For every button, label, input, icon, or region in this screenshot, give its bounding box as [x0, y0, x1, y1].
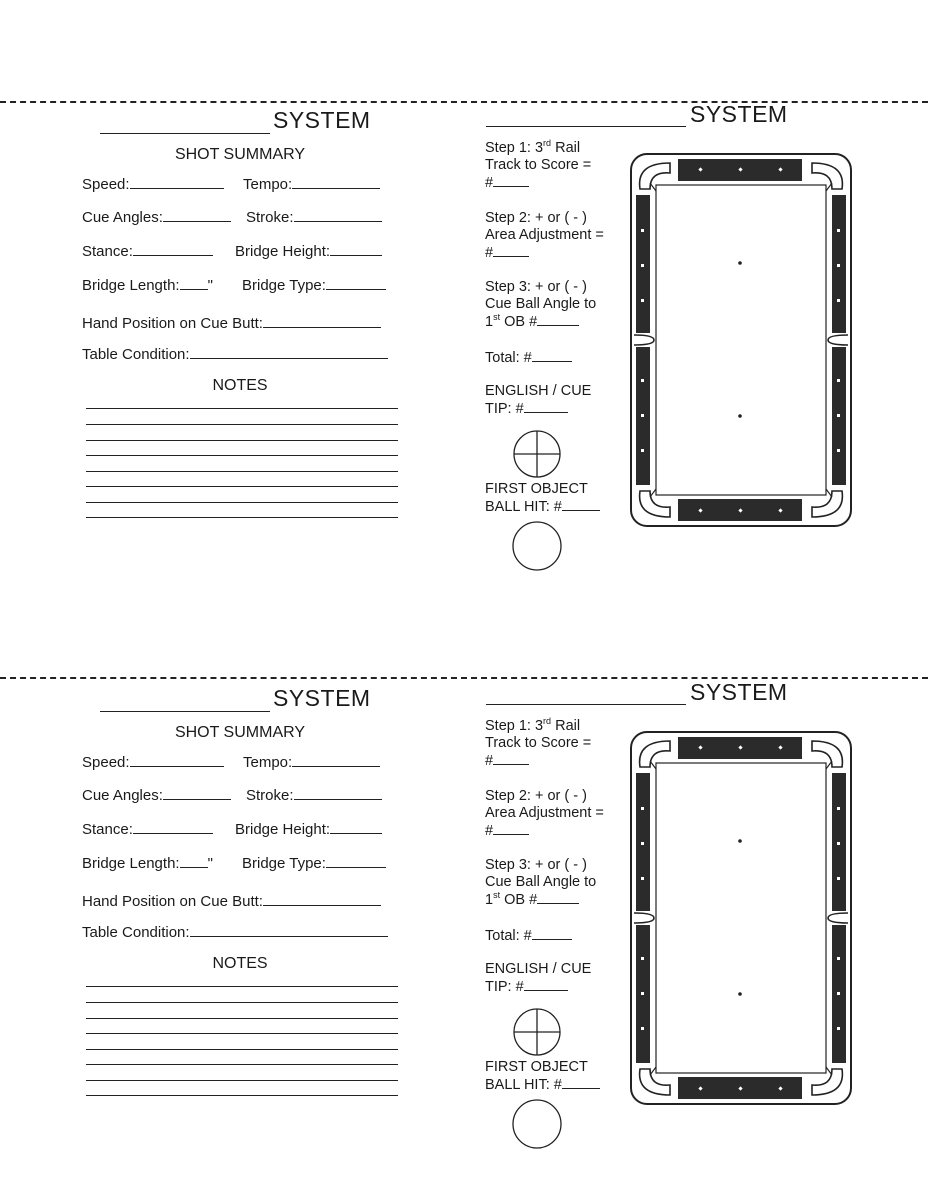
bridge-height-row: [235, 243, 382, 260]
step3-angle: Cue Ball Angle to: [485, 874, 597, 890]
step3-block: [485, 279, 625, 331]
step3-one: 1: [485, 314, 494, 330]
shot-summary-title: SHOT SUMMARY: [174, 724, 306, 741]
foot-spot: [738, 414, 742, 418]
diamond: [641, 299, 644, 302]
notes-line[interactable]: [86, 986, 398, 987]
step1-ordinal: rd: [543, 716, 552, 727]
diamond: [641, 414, 644, 417]
diamond: [641, 449, 644, 452]
left-system-title: SYSTEM: [273, 685, 371, 711]
notes-line[interactable]: [86, 1064, 398, 1065]
ball-hit-label: BALL HIT: #: [485, 499, 562, 515]
total-row: [485, 927, 572, 945]
bridge-length-field[interactable]: [180, 855, 208, 868]
inch-mark: ": [207, 277, 213, 294]
right-system-title: SYSTEM: [690, 101, 788, 127]
cue-angles-field[interactable]: [163, 787, 231, 800]
foot-spot: [738, 992, 742, 996]
ball-hit-field[interactable]: [562, 498, 600, 511]
bridge-height-label: Bridge Height:: [235, 243, 331, 260]
english-field[interactable]: [524, 978, 568, 991]
table-condition-field[interactable]: [190, 924, 388, 937]
english-label: ENGLISH / CUE: [485, 961, 592, 977]
speed-label: Speed:: [82, 176, 130, 193]
hand-position-field[interactable]: [263, 315, 381, 328]
tempo-row: [243, 754, 380, 771]
bridge-length-label: Bridge Length:: [82, 277, 180, 294]
tempo-row: [243, 176, 380, 193]
table-condition-row: [82, 924, 388, 941]
total-label: Total: #: [485, 928, 532, 944]
step3-label: Step 3: + or ( - ): [485, 857, 587, 873]
notes-line[interactable]: [86, 408, 398, 409]
english-field[interactable]: [524, 400, 568, 413]
notes-line[interactable]: [86, 486, 398, 487]
step2-field[interactable]: [493, 244, 529, 257]
bridge-length-row: [82, 855, 213, 872]
table-condition-label: Table Condition:: [82, 924, 190, 941]
step1-field[interactable]: [493, 752, 529, 765]
english-tip-label: TIP: #: [485, 401, 524, 417]
notes-line[interactable]: [86, 1033, 398, 1034]
diamond: [837, 842, 840, 845]
step1-rail: Rail: [551, 140, 581, 156]
hand-position-label: Hand Position on Cue Butt:: [82, 315, 263, 332]
step3-angle: Cue Ball Angle to: [485, 296, 597, 312]
inch-mark: ": [207, 855, 213, 872]
bridge-length-field[interactable]: [180, 277, 208, 290]
notes-title: NOTES: [212, 377, 268, 394]
notes-line[interactable]: [86, 1080, 398, 1081]
bridge-type-field[interactable]: [326, 277, 386, 290]
step1-track: Track to Score =: [485, 735, 592, 751]
step2-field[interactable]: [493, 822, 529, 835]
notes-line[interactable]: [86, 517, 398, 518]
cue-angles-field[interactable]: [163, 209, 231, 222]
speed-field[interactable]: [130, 176, 224, 189]
diamond: [641, 379, 644, 382]
tempo-label: Tempo:: [243, 754, 293, 771]
speed-row: [82, 176, 224, 193]
stance-label: Stance:: [82, 243, 133, 260]
left-system-title: SYSTEM: [273, 107, 371, 133]
tempo-label: Tempo:: [243, 176, 293, 193]
stroke-field[interactable]: [294, 209, 382, 222]
step1-label: Step 1: 3: [485, 140, 544, 156]
step2-block: [485, 788, 625, 840]
total-label: Total: #: [485, 350, 532, 366]
diamond: [641, 229, 644, 232]
english-block: [485, 383, 625, 418]
bridge-type-label: Bridge Type:: [242, 277, 326, 294]
bridge-height-field[interactable]: [330, 243, 382, 256]
stance-row: [82, 243, 213, 260]
step2-label: Step 2: + or ( - ): [485, 210, 587, 226]
right-system-name-field[interactable]: [486, 126, 686, 127]
notes-line[interactable]: [86, 471, 398, 472]
bridge-type-row: [242, 277, 386, 294]
diamond: [837, 264, 840, 267]
step3-label: Step 3: + or ( - ): [485, 279, 587, 295]
english-tip-label: TIP: #: [485, 979, 524, 995]
cue-angles-label: Cue Angles:: [82, 787, 163, 804]
cue-angles-label: Cue Angles:: [82, 209, 163, 226]
bridge-type-row: [242, 855, 386, 872]
step1-block: [485, 140, 625, 192]
head-spot: [738, 839, 742, 843]
table-condition-label: Table Condition:: [82, 346, 190, 363]
cue-tip-crosshair-icon[interactable]: [511, 1006, 563, 1058]
right-system-name-field[interactable]: [486, 704, 686, 705]
diamond: [641, 957, 644, 960]
notes-line[interactable]: [86, 502, 398, 503]
step2-hash: #: [485, 823, 494, 839]
step3-ob: OB #: [500, 892, 538, 908]
bridge-height-field[interactable]: [330, 821, 382, 834]
diamond: [641, 1027, 644, 1030]
right-system-title: SYSTEM: [690, 679, 788, 705]
english-label: ENGLISH / CUE: [485, 383, 592, 399]
step1-block: [485, 718, 625, 770]
bridge-length-label: Bridge Length:: [82, 855, 180, 872]
step3-block: [485, 857, 625, 909]
pool-table-diagram-icon[interactable]: [630, 731, 852, 1105]
step3-field[interactable]: [537, 891, 579, 904]
speed-label: Speed:: [82, 754, 130, 771]
step1-hash: #: [485, 175, 494, 191]
table-condition-row: [82, 346, 388, 363]
bridge-type-field[interactable]: [326, 855, 386, 868]
stance-field[interactable]: [133, 821, 213, 834]
diamond: [837, 992, 840, 995]
ball-hit-label: BALL HIT: #: [485, 1077, 562, 1093]
step2-label: Step 2: + or ( - ): [485, 788, 587, 804]
left-system-name-field[interactable]: [100, 711, 270, 712]
english-block: [485, 961, 625, 996]
step3-one: 1: [485, 892, 494, 908]
first-object-label: FIRST OBJECT: [485, 1059, 588, 1075]
stroke-field[interactable]: [294, 787, 382, 800]
step2-area: Area Adjustment =: [485, 805, 604, 821]
notes-line[interactable]: [86, 1002, 398, 1003]
step3-field[interactable]: [537, 313, 579, 326]
object-ball-circle-icon[interactable]: [511, 520, 563, 572]
first-object-block: [485, 481, 625, 516]
diamond: [837, 299, 840, 302]
diamond: [641, 807, 644, 810]
stroke-label: Stroke:: [246, 787, 294, 804]
notes-title: NOTES: [212, 955, 268, 972]
total-field[interactable]: [532, 349, 572, 362]
total-field[interactable]: [532, 927, 572, 940]
table-outer-border: [631, 732, 851, 1104]
diamond: [837, 414, 840, 417]
left-system-name-field[interactable]: [100, 133, 270, 134]
first-object-block: [485, 1059, 625, 1094]
shot-card: [0, 0, 928, 560]
cue-tip-crosshair-icon[interactable]: [511, 428, 563, 480]
shot-card: [0, 578, 928, 1138]
diamond: [837, 449, 840, 452]
stance-row: [82, 821, 213, 838]
tempo-field[interactable]: [292, 754, 380, 767]
diamond: [837, 957, 840, 960]
step2-block: [485, 210, 625, 262]
head-spot: [738, 261, 742, 265]
diamond: [641, 264, 644, 267]
step1-field[interactable]: [493, 174, 529, 187]
first-object-label: FIRST OBJECT: [485, 481, 588, 497]
notes-line[interactable]: [86, 455, 398, 456]
step1-hash: #: [485, 753, 494, 769]
step3-ob: OB #: [500, 314, 538, 330]
step2-area: Area Adjustment =: [485, 227, 604, 243]
notes-line[interactable]: [86, 1018, 398, 1019]
notes-line[interactable]: [86, 440, 398, 441]
diamond: [837, 379, 840, 382]
bridge-type-label: Bridge Type:: [242, 855, 326, 872]
step1-label: Step 1: 3: [485, 718, 544, 734]
diamond: [837, 229, 840, 232]
diamond: [641, 842, 644, 845]
step1-rail: Rail: [551, 718, 581, 734]
cue-angles-row: [82, 209, 231, 226]
stance-label: Stance:: [82, 821, 133, 838]
notes-line[interactable]: [86, 424, 398, 425]
ball-hit-field[interactable]: [562, 1076, 600, 1089]
step1-track: Track to Score =: [485, 157, 592, 173]
bridge-height-row: [235, 821, 382, 838]
speed-field[interactable]: [130, 754, 224, 767]
step3-ordinal: st: [493, 890, 501, 901]
diamond: [641, 992, 644, 995]
diamond: [641, 877, 644, 880]
diamond: [837, 877, 840, 880]
hand-position-field[interactable]: [263, 893, 381, 906]
tempo-field[interactable]: [292, 176, 380, 189]
hand-position-label: Hand Position on Cue Butt:: [82, 893, 263, 910]
total-row: [485, 349, 572, 367]
table-condition-field[interactable]: [190, 346, 388, 359]
stroke-row: [246, 787, 382, 804]
shot-summary-title: SHOT SUMMARY: [174, 146, 306, 163]
hand-position-row: [82, 315, 381, 332]
speed-row: [82, 754, 224, 771]
notes-line[interactable]: [86, 1095, 398, 1096]
diamond: [837, 807, 840, 810]
step2-hash: #: [485, 245, 494, 261]
bridge-height-label: Bridge Height:: [235, 821, 331, 838]
stroke-row: [246, 209, 382, 226]
table-outer-border: [631, 154, 851, 526]
pool-table-diagram-icon[interactable]: [630, 153, 852, 527]
cue-angles-row: [82, 787, 231, 804]
bridge-length-row: [82, 277, 213, 294]
hand-position-row: [82, 893, 381, 910]
stance-field[interactable]: [133, 243, 213, 256]
stroke-label: Stroke:: [246, 209, 294, 226]
notes-line[interactable]: [86, 1049, 398, 1050]
step1-ordinal: rd: [543, 138, 552, 149]
object-ball-circle-icon[interactable]: [511, 1098, 563, 1150]
step3-ordinal: st: [493, 312, 501, 323]
diamond: [837, 1027, 840, 1030]
